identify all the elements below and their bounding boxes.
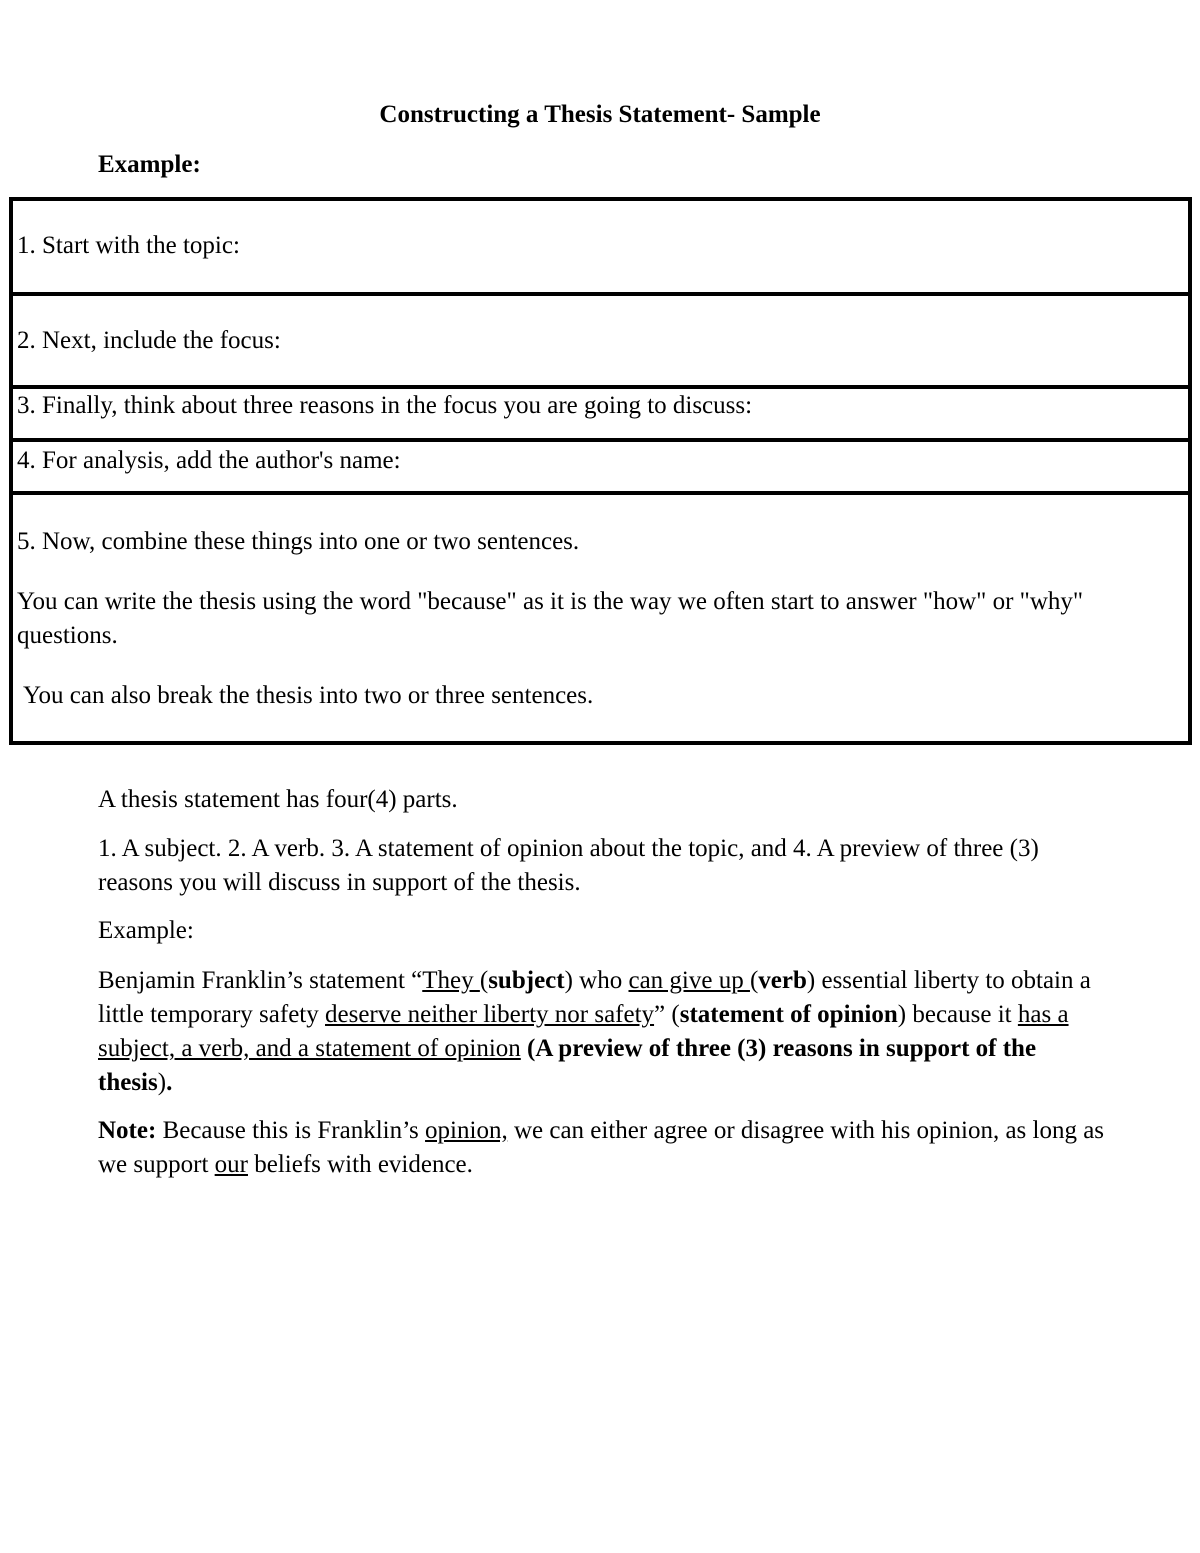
franklin-text-2: ( <box>479 967 489 994</box>
note-paragraph <box>98 1114 1108 1182</box>
franklin-text-5: ) essential liberty to obtain a little temporary safety <box>98 967 1091 1028</box>
franklin-text-8: ( <box>520 1035 536 1062</box>
example-label: Example: <box>98 917 194 944</box>
example-block <box>98 914 1108 948</box>
note-opinion-underlined: opinion, <box>425 1117 508 1144</box>
franklin-example-block <box>98 964 1108 1100</box>
franklin-verb-underlined: can give up <box>628 967 750 994</box>
franklin-opinion-label: statement of opinion <box>679 1001 898 1028</box>
step-author-text: 4. For analysis, add the author's name: <box>17 447 401 474</box>
break-paragraph: You can also break the thesis into two or three sentences. <box>23 682 594 709</box>
step-row-author <box>13 442 1188 495</box>
note-text-3: beliefs with evidence. <box>247 1151 473 1178</box>
parts-intro-block <box>98 783 1108 817</box>
franklin-period: . <box>166 1069 173 1096</box>
franklin-text-4: ( <box>749 967 759 994</box>
note-our-underlined: our <box>214 1151 248 1178</box>
franklin-preview-underlined: has a subject, a verb, and a statement of opinion <box>98 1001 1069 1062</box>
franklin-text-6: ” ( <box>654 1001 680 1028</box>
parts-list-block <box>98 832 1108 900</box>
step-reasons-text: 3. Finally, think about three reasons in the focus you are going to discuss: <box>17 392 753 419</box>
step-row-topic <box>13 201 1188 296</box>
step-focus-text: 2. Next, include the focus: <box>17 327 281 354</box>
franklin-text-9: ) <box>157 1069 167 1096</box>
franklin-subject-label: subject <box>488 967 565 994</box>
thesis-steps-table <box>9 197 1192 745</box>
franklin-verb-label: verb <box>758 967 807 994</box>
step-combine-text: 5. Now, combine these things into one or two sentences. <box>17 528 580 555</box>
because-paragraph: You can write the thesis using the word "because" as it is the way we often start to answer "how" or "why" questions. <box>17 588 1084 649</box>
franklin-opinion-underlined: deserve neither liberty nor safety <box>325 1001 655 1028</box>
franklin-paragraph <box>98 964 1108 1100</box>
franklin-text-7: ) because it <box>897 1001 1018 1028</box>
franklin-subject-underlined: They <box>422 967 480 994</box>
note-block <box>98 1114 1108 1182</box>
franklin-text-1: Benjamin Franklin’s statement “ <box>98 967 423 994</box>
parts-list: 1. A subject. 2. A verb. 3. A statement of opinion about the topic, and 4. A preview of three (3) reasons you will discuss in support of the thesis. <box>98 835 1039 896</box>
parts-intro: A thesis statement has four(4) parts. <box>98 786 458 813</box>
step-row-reasons <box>13 389 1188 442</box>
franklin-preview-label: A preview of three (3) reasons in support of the thesis <box>98 1035 1037 1096</box>
note-text-2: we can either agree or disagree with his opinion, as long as we support <box>98 1117 1105 1178</box>
step-topic-text: 1. Start with the topic: <box>17 232 240 259</box>
note-text-1: Because this is Franklin’s <box>156 1117 426 1144</box>
franklin-text-3: ) who <box>564 967 629 994</box>
page-title: Constructing a Thesis Statement- Sample <box>379 101 821 128</box>
note-label: Note: <box>98 1117 157 1144</box>
step-row-combine <box>13 495 1188 741</box>
step-row-focus <box>13 296 1188 389</box>
example-heading: Example: <box>98 151 201 178</box>
